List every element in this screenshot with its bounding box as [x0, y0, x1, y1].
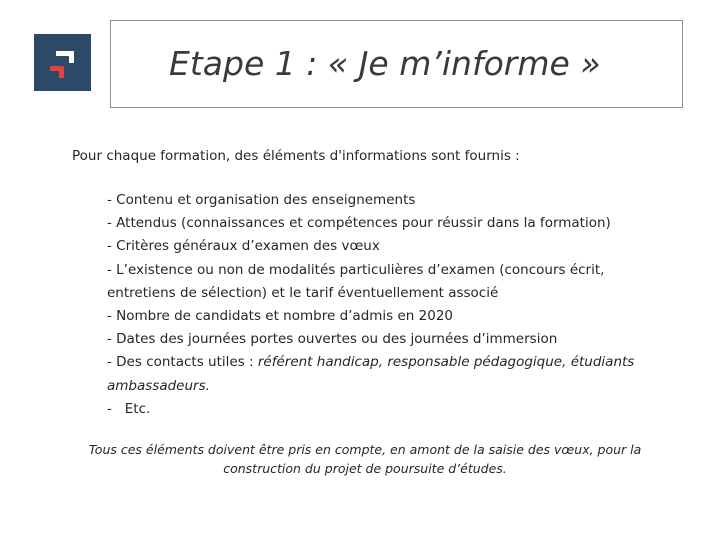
list-item-content: - Contenu et organisation des enseignements: [107, 192, 416, 208]
list-item-contacts: [107, 351, 667, 397]
logo-icon: [34, 34, 91, 91]
list-item-etc: - Etc.: [107, 400, 151, 417]
page-title: Etape 1 : « Je m’informe »: [169, 44, 601, 83]
contacts-roles: référent handicap, responsable pédagogique, étudiants ambassadeurs.: [107, 354, 635, 394]
list-item-exam-modalities: - L’existence ou non de modalités particulières d’examen (concours écrit, entretiens de sélection) et le tarif éventuellement associé: [107, 261, 605, 301]
list-item-criteria: - Critères généraux d’examen des vœux: [107, 238, 380, 255]
title-box: [110, 20, 683, 108]
intro-after: , des éléments d'informations sont fournis :: [225, 148, 520, 164]
information-list: [107, 189, 667, 421]
list-item-candidates: - Nombre de candidats et nombre d’admis en 2020: [107, 308, 454, 325]
contacts-prefix: - Des contacts utiles :: [107, 354, 258, 371]
list-item-open-days: - Dates des journées portes ouvertes ou des journées d’immersion: [107, 331, 558, 348]
footer-note: Tous ces éléments doivent être pris en compte, en amont de la saisie des vœux, pour la construction du projet de poursuite d’études.: [88, 442, 642, 476]
intro-before: Pour chaque: [72, 148, 161, 164]
list-item-expectations: - Attendus (connaissances et compétences pour réussir dans la formation): [107, 215, 611, 232]
intro-text: [72, 146, 520, 166]
intro-keyword: formation: [160, 148, 226, 164]
